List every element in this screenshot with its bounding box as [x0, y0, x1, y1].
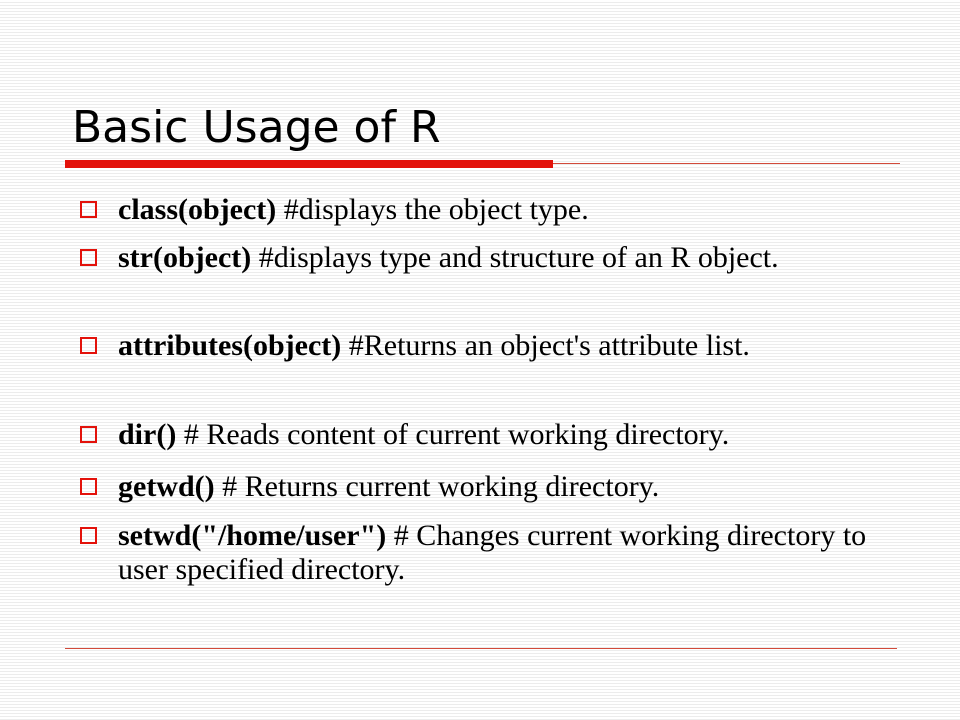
bullet-comment: #Returns an object's attribute list. [341, 329, 750, 362]
square-bullet-icon [80, 201, 97, 218]
footer-rule [65, 648, 897, 649]
square-bullet-icon [80, 249, 97, 266]
bullet-code: dir() [118, 418, 177, 451]
bullet-comment: #displays the object type. [276, 193, 589, 226]
bullet-comment: #displays type and structure of an R object. [251, 241, 779, 274]
bullet-comment: # Changes current working directory to user specified directory. [118, 519, 867, 586]
bullet-text [118, 470, 888, 504]
bullet-code: attributes(object) [118, 329, 342, 362]
square-bullet-icon [80, 426, 97, 443]
bullet-text [118, 329, 888, 363]
slide-title: Basic Usage of R [72, 102, 441, 153]
bullet-text [118, 193, 888, 227]
bullet-code: str(object) [118, 241, 252, 274]
bullet-comment: # Reads content of current working directory. [176, 418, 730, 451]
title-underline-accent [65, 160, 553, 168]
bullet-text [118, 519, 888, 587]
bullet-text [118, 241, 888, 275]
bullet-code: class(object) [118, 193, 277, 226]
square-bullet-icon [80, 337, 97, 354]
square-bullet-icon [80, 527, 97, 544]
bullet-code: getwd() [118, 470, 215, 503]
bullet-comment: # Returns current working directory. [214, 470, 660, 503]
square-bullet-icon [80, 478, 97, 495]
bullet-code: setwd("/home/user") [118, 519, 387, 552]
bullet-text [118, 418, 888, 452]
title-underline-rule [553, 163, 900, 164]
